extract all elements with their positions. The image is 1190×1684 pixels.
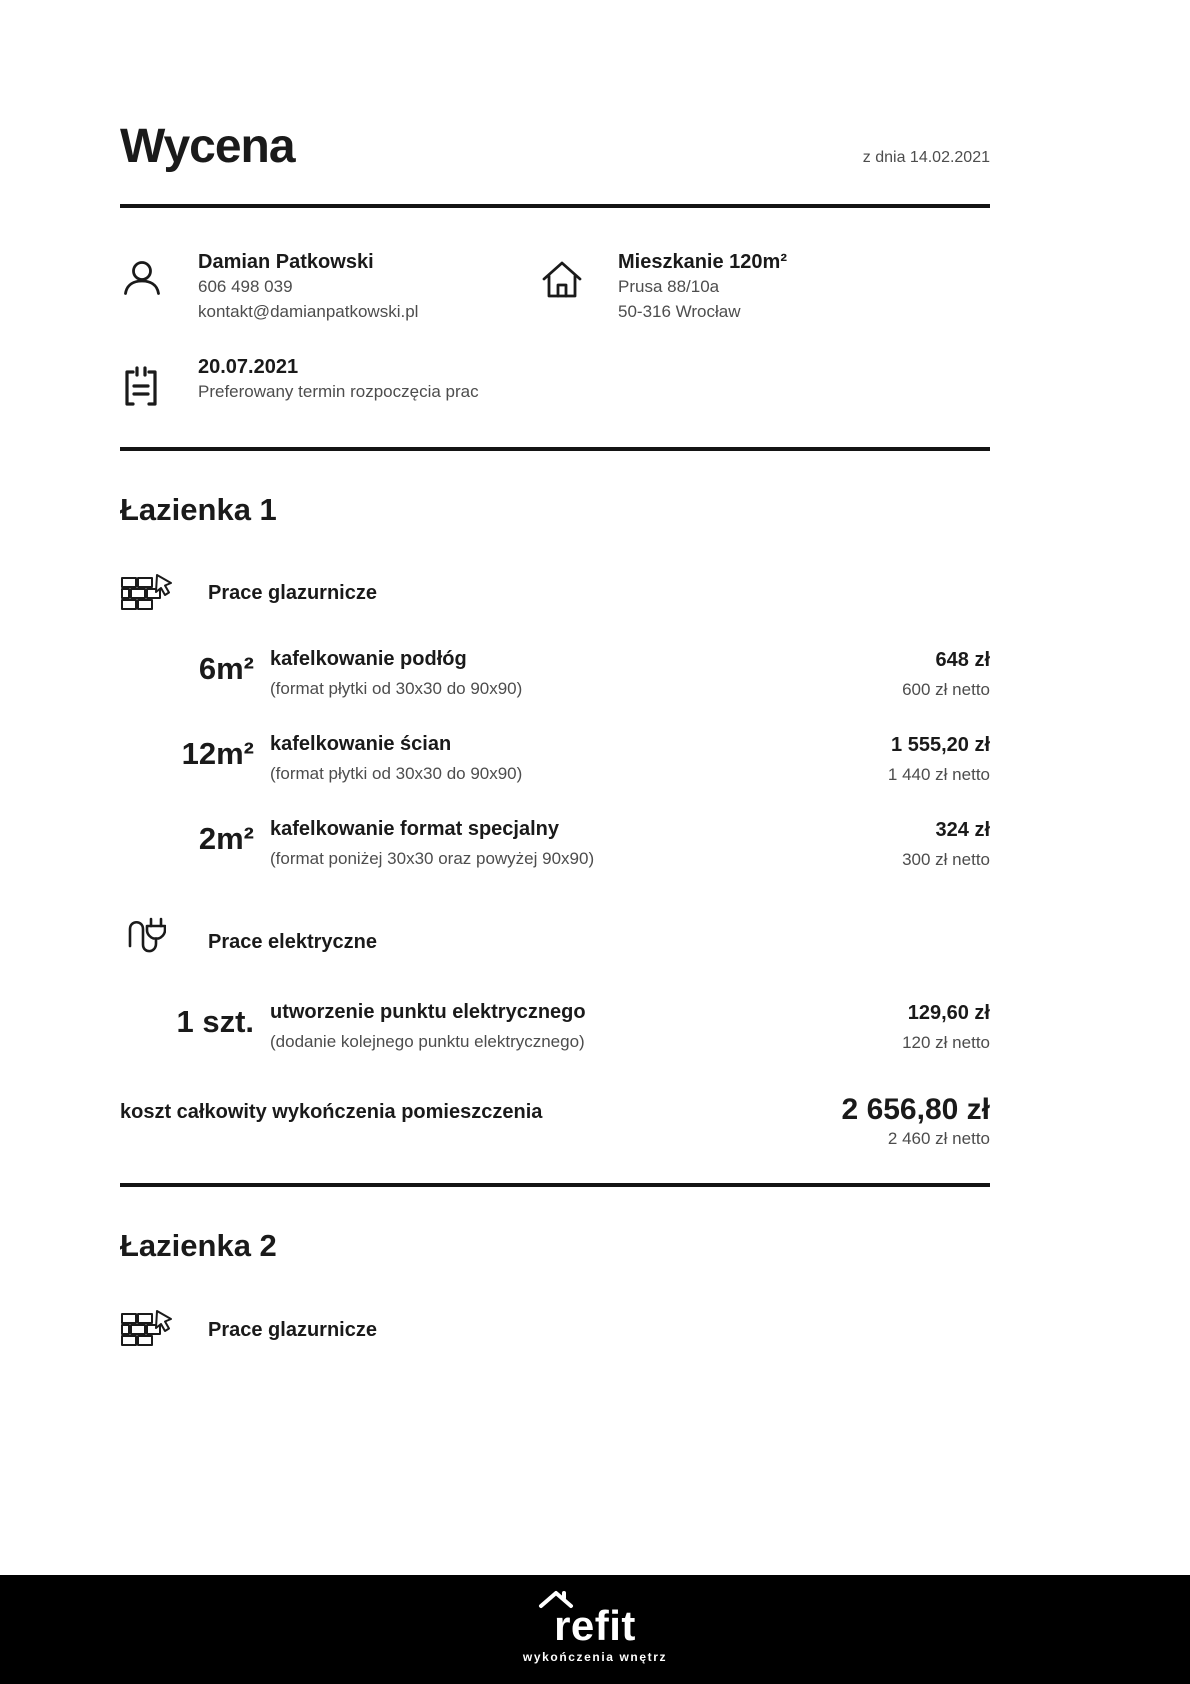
item-price-net: 600 zł netto — [902, 679, 990, 699]
room-total — [120, 1093, 990, 1149]
property-address-1: Prusa 88/10a — [618, 277, 720, 297]
calendar-icon — [120, 355, 164, 409]
section-title-bathroom-1: Łazienka 1 — [120, 491, 277, 527]
section-title-bathroom-2: Łazienka 2 — [120, 1228, 277, 1264]
line-item — [120, 732, 990, 785]
item-description: (format płytki od 30x30 do 90x90) — [270, 678, 523, 698]
document-header — [120, 0, 990, 172]
meta-row-contacts — [120, 250, 990, 324]
room-total-label: koszt całkowity wykończenia pomieszczenia — [120, 1101, 543, 1124]
group-header-electrical — [120, 916, 990, 968]
footer-bar — [0, 1575, 1190, 1684]
meta-row-date — [120, 355, 990, 409]
property-details — [618, 250, 787, 324]
quote-date: z dnia 14.02.2021 — [862, 149, 990, 166]
client-block — [120, 250, 540, 324]
item-price-net: 300 zł netto — [902, 849, 990, 869]
item-quantity: 1 szt. — [176, 1004, 254, 1040]
client-email: kontakt@damianpatkowski.pl — [198, 302, 419, 322]
item-price — [888, 732, 990, 785]
property-address-2: 50-316 Wrocław — [618, 302, 741, 322]
item-price — [902, 1000, 990, 1053]
item-price-gross: 648 zł — [935, 648, 990, 671]
item-price-gross: 324 zł — [935, 818, 990, 841]
start-date-note: Preferowany termin rozpoczęcia prac — [198, 381, 479, 401]
plug-icon — [120, 916, 174, 968]
item-quantity: 6m² — [198, 650, 254, 686]
room-total-amounts — [842, 1093, 990, 1149]
line-item — [120, 1000, 990, 1053]
item-price-gross: 129,60 zł — [907, 1002, 990, 1025]
item-main — [270, 732, 888, 785]
room-total-net: 2 460 zł netto — [887, 1129, 990, 1149]
roof-icon — [537, 1589, 577, 1609]
group-header-tiling-2 — [120, 1309, 990, 1351]
page-title: Wycena — [120, 120, 295, 173]
client-details — [198, 250, 418, 324]
meta-info — [120, 208, 990, 408]
logo-tagline: wykończenia wnętrz — [522, 1650, 668, 1664]
item-name: kafelkowanie format specjalny — [270, 817, 560, 840]
item-price — [902, 817, 990, 870]
item-price-net: 120 zł netto — [902, 1033, 990, 1053]
item-description: (format płytki od 30x30 do 90x90) — [270, 763, 523, 783]
start-date-block — [120, 355, 479, 409]
item-name: utworzenie punktu elektrycznego — [270, 1001, 586, 1024]
group-label-tiling: Prace glazurnicze — [208, 582, 377, 605]
item-main — [270, 647, 902, 700]
start-date-details — [198, 355, 479, 405]
item-quantity: 2m² — [198, 820, 254, 856]
bricks-trowel-icon — [120, 1309, 174, 1351]
item-price-gross: 1 555,20 zł — [891, 733, 990, 756]
item-name: kafelkowanie ścian — [270, 732, 452, 755]
item-main — [270, 817, 902, 870]
person-icon — [120, 250, 164, 302]
divider — [120, 447, 990, 451]
room-total-gross: 2 656,80 zł — [841, 1093, 990, 1127]
bricks-trowel-icon — [120, 573, 174, 615]
logo-text: refit — [554, 1602, 636, 1649]
item-name: kafelkowanie podłóg — [270, 647, 467, 670]
item-price — [902, 647, 990, 700]
group-label-tiling-2: Prace glazurnicze — [208, 1318, 377, 1341]
client-phone: 606 498 039 — [198, 277, 293, 297]
item-main — [270, 1000, 902, 1053]
item-price-net: 1 440 zł netto — [887, 764, 990, 784]
client-name: Damian Patkowski — [198, 251, 374, 274]
item-description: (dodanie kolejnego punktu elektrycznego) — [270, 1032, 585, 1052]
divider — [120, 1183, 990, 1187]
company-logo — [523, 1595, 667, 1664]
group-header-tiling — [120, 573, 990, 615]
property-name: Mieszkanie 120m² — [618, 251, 787, 274]
item-quantity: 12m² — [181, 735, 254, 771]
home-icon — [540, 250, 584, 302]
item-description: (format poniżej 30x30 oraz powyżej 90x90) — [270, 848, 595, 868]
start-date: 20.07.2021 — [198, 355, 299, 378]
group-label-electrical: Prace elektryczne — [208, 930, 378, 953]
line-item — [120, 647, 990, 700]
line-item — [120, 817, 990, 870]
property-block — [540, 250, 787, 324]
